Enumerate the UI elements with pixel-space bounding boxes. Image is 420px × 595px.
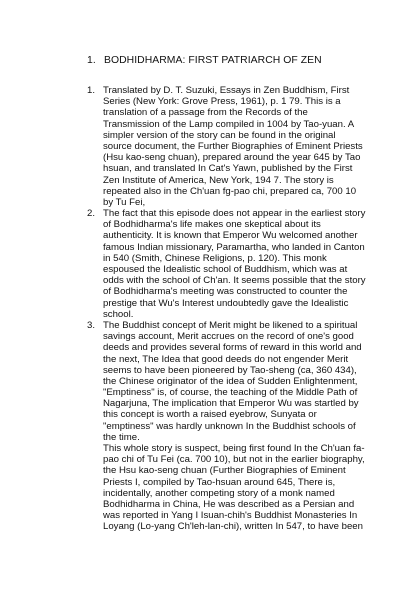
endnote-text-line: the next, The Idea that good deeds do not engender Merit: [103, 353, 349, 365]
endnote-text-line: Zen Institute of America, New York, 194 7. The story is: [103, 174, 334, 186]
endnote-text-line: this concept is worth a raised eyebrow, Sunyata or: [103, 409, 317, 421]
endnote-text-line: espoused the Idealistic school of Buddhism, which was at: [103, 264, 348, 275]
endnote-text-line: Translated by D. T. Suzuki, Essays in Zen Buddhism, First: [103, 85, 350, 96]
endnote-text-line: the Hsu kao-seng chuan (Further Biographies of Eminent: [103, 465, 346, 477]
endnote-text-line: translation of a passage from the Records of the: [103, 107, 308, 119]
endnote-text-line: authenticity. It is known that Emperor Wu welcomed another: [103, 230, 358, 242]
endnote-text-line: famous Indian missionary, Paramartha, who landed in Canton: [103, 241, 365, 253]
endnote-text-line: "emptiness" was hardly unknown In the Buddhist schools of: [103, 420, 356, 432]
endnotes-list: [87, 85, 387, 533]
endnote-text-line: by Tu Fei,: [103, 196, 146, 208]
endnote-text-line: pao chi of Tu Fei (ca. 700 10), but not in the earlier biography,: [103, 454, 365, 466]
endnote-text-line: "Emptiness" is, of course, the teaching of the Middle Path of: [103, 387, 358, 399]
endnote-2: [87, 208, 387, 320]
section-heading: [87, 55, 322, 66]
endnote-text-line: repeated also in the Ch'uan fg-pao chi, prepared ca, 700 10: [103, 185, 357, 197]
endnote-text-line: prestige that Wu's Interest undoubtedly gave the Idealistic: [103, 297, 349, 309]
endnote-text-line: Loyang (Lo-yang Ch'leh-lan-chi), written In 547, to have been: [103, 521, 363, 533]
endnote-text-line: simpler version of the story can be found in the original: [103, 129, 336, 141]
endnote-text-line: Priests I, compiled by Tao-hsuan around 645, There is,: [103, 476, 336, 488]
endnote-text-line: of Bodhidharma's meeting was constructed to counter the: [103, 286, 348, 298]
endnote-text-line: The fact that this episode does not appear in the earliest story: [103, 208, 366, 220]
endnote-text-line: odds with the school of Ch'an. It seems possible that the story: [103, 275, 366, 287]
endnote-text-line: savings account, Merit accrues on the record of one's good: [103, 331, 354, 343]
endnote-text-line: Series (New York: Grove Press, 1961), p. 1 79. This is a: [103, 96, 341, 108]
endnote-text-line: The Buddhist concept of Merit might be likened to a spiritual: [103, 319, 358, 331]
endnote-text-line: the time.: [103, 431, 140, 443]
endnote-number: 3.: [87, 319, 96, 331]
endnote-text-line: school.: [103, 308, 134, 320]
endnote-text-line: Bodhidharma in China, He was described as a Persian and: [103, 498, 355, 510]
endnote-text-line: of Bodhidharma's life makes one skeptical about its: [103, 219, 321, 231]
endnote-number: 1.: [87, 85, 96, 96]
endnote-text-line: hsuan, and translated In Cat's Yawn, published by the First: [103, 163, 353, 175]
endnote-3: [87, 320, 387, 533]
endnote-1: [87, 85, 387, 208]
endnote-text-line: seems to have been pioneered by Tao-sheng (ca, 360 434),: [103, 364, 357, 376]
endnote-text-line: deeds and provides several forms of reward in this world and: [103, 342, 362, 354]
endnote-text-line: the Chinese originator of the idea of Sudden Enlightenment,: [103, 375, 358, 387]
endnote-text-line: source document, the Further Biographies of Eminent Priests: [103, 140, 363, 152]
endnote-text-line: (Hsu kao-seng chuan), prepared around the year 645 by Tao: [103, 152, 361, 164]
section-title: BODHIDHARMA: FIRST PATRIARCH OF ZEN: [104, 55, 322, 66]
endnote-text-line: Nagarjuna, The implication that Emperor Wu was startled by: [103, 398, 359, 410]
endnote-text-line: in 540 (Smith, Chinese Religions, p. 120). This monk: [103, 252, 327, 264]
section-number: 1.: [87, 55, 96, 66]
endnote-text-line: Transmission of the Lamp compiled in 1004 by Tao-yuan. A: [103, 118, 355, 130]
endnote-text-line: This whole story is suspect, being first found In the Ch'uan fa-: [103, 443, 365, 454]
endnote-number: 2.: [87, 208, 96, 220]
endnote-text-line: incidentally, another competing story of a monk named: [103, 487, 335, 499]
endnote-text-line: was reported in Yang I Isuan-chih's Buddhist Monasteries In: [103, 510, 358, 522]
